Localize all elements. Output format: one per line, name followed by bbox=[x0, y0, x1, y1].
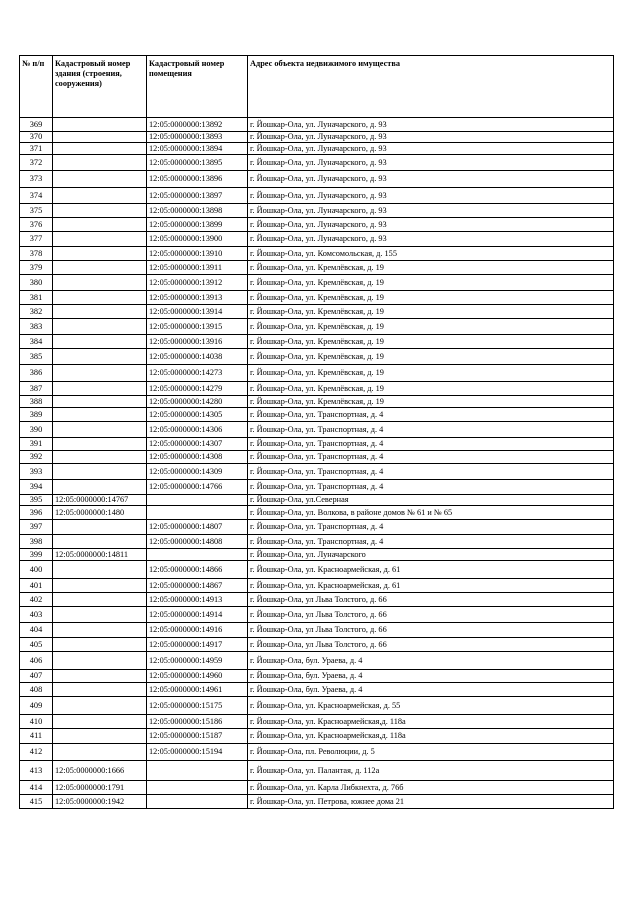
address-cell: г. Йошкар-Ола, ул. Красноармейская, д. 61 bbox=[248, 579, 614, 593]
room-cadastral-cell: 12:05:0000000:13915 bbox=[147, 319, 248, 335]
room-cadastral-cell: 12:05:0000000:13896 bbox=[147, 171, 248, 188]
table-row bbox=[20, 171, 614, 188]
table-row bbox=[20, 549, 614, 561]
building-cadastral-cell bbox=[53, 275, 147, 291]
address-cell: г. Йошкар-Ола, ул. Волкова, в районе домов № 61 и № 65 bbox=[248, 506, 614, 520]
table-row bbox=[20, 495, 614, 506]
row-number: 377 bbox=[20, 232, 53, 247]
room-cadastral-cell: 12:05:0000000:14913 bbox=[147, 593, 248, 607]
building-cadastral-cell bbox=[53, 520, 147, 535]
room-cadastral-cell: 12:05:0000000:14273 bbox=[147, 365, 248, 382]
building-cadastral-cell bbox=[53, 247, 147, 261]
room-cadastral-cell bbox=[147, 549, 248, 561]
room-cadastral-cell bbox=[147, 761, 248, 781]
address-cell: г. Йошкар-Ола, ул. Кремлёвская, д. 19 bbox=[248, 319, 614, 335]
address-cell: г. Йошкар-Ола, ул. Транспортная, д. 4 bbox=[248, 520, 614, 535]
building-cadastral-cell bbox=[53, 593, 147, 607]
room-cadastral-cell: 12:05:0000000:14279 bbox=[147, 382, 248, 396]
table-row bbox=[20, 232, 614, 247]
address-cell: г. Йошкар-Ола, ул. Комсомольская, д. 155 bbox=[248, 247, 614, 261]
building-cadastral-cell bbox=[53, 171, 147, 188]
table-row bbox=[20, 638, 614, 652]
table-row bbox=[20, 561, 614, 579]
building-cadastral-cell: 12:05:0000000:14767 bbox=[53, 495, 147, 506]
building-cadastral-cell bbox=[53, 729, 147, 744]
table-row bbox=[20, 319, 614, 335]
row-number: 385 bbox=[20, 349, 53, 365]
room-cadastral-cell: 12:05:0000000:14306 bbox=[147, 422, 248, 438]
row-number: 415 bbox=[20, 795, 53, 809]
document-table-container bbox=[19, 55, 613, 809]
address-cell: г. Йошкар-Ола, ул. Транспортная, д. 4 bbox=[248, 464, 614, 480]
building-cadastral-cell bbox=[53, 232, 147, 247]
row-number: 407 bbox=[20, 670, 53, 683]
row-number: 392 bbox=[20, 451, 53, 464]
room-cadastral-cell: 12:05:0000000:15186 bbox=[147, 715, 248, 729]
building-cadastral-cell bbox=[53, 561, 147, 579]
table-row bbox=[20, 623, 614, 638]
building-cadastral-cell bbox=[53, 204, 147, 218]
building-cadastral-cell bbox=[53, 422, 147, 438]
building-cadastral-cell bbox=[53, 579, 147, 593]
address-cell: г. Йошкар-Ола, ул. Луначарского, д. 93 bbox=[248, 171, 614, 188]
property-table bbox=[19, 55, 614, 809]
room-cadastral-cell: 12:05:0000000:14309 bbox=[147, 464, 248, 480]
room-cadastral-cell: 12:05:0000000:14280 bbox=[147, 396, 248, 408]
building-cadastral-cell bbox=[53, 218, 147, 232]
room-cadastral-cell: 12:05:0000000:14914 bbox=[147, 607, 248, 623]
building-cadastral-cell bbox=[53, 638, 147, 652]
building-cadastral-cell bbox=[53, 396, 147, 408]
row-number: 406 bbox=[20, 652, 53, 670]
room-cadastral-cell: 12:05:0000000:13912 bbox=[147, 275, 248, 291]
table-row bbox=[20, 291, 614, 305]
table-row bbox=[20, 335, 614, 349]
table-row bbox=[20, 607, 614, 623]
room-cadastral-cell: 12:05:0000000:13914 bbox=[147, 305, 248, 319]
address-cell: г. Йошкар-Ола, ул. Кремлёвская, д. 19 bbox=[248, 305, 614, 319]
building-cadastral-cell bbox=[53, 132, 147, 143]
header-address: Адрес объекта недвижимого имущества bbox=[248, 56, 614, 118]
table-row bbox=[20, 579, 614, 593]
table-row bbox=[20, 506, 614, 520]
row-number: 395 bbox=[20, 495, 53, 506]
building-cadastral-cell bbox=[53, 535, 147, 549]
row-number: 412 bbox=[20, 744, 53, 761]
table-row bbox=[20, 382, 614, 396]
row-number: 378 bbox=[20, 247, 53, 261]
address-cell: г. Йошкар-Ола, ул. Луначарского, д. 93 bbox=[248, 232, 614, 247]
table-row bbox=[20, 143, 614, 155]
table-row bbox=[20, 438, 614, 451]
address-cell: г. Йошкар-Ола, ул. Кремлёвская, д. 19 bbox=[248, 349, 614, 365]
address-cell: г. Йошкар-Ола, бул. Ураева, д. 4 bbox=[248, 670, 614, 683]
table-row bbox=[20, 744, 614, 761]
room-cadastral-cell: 12:05:0000000:14916 bbox=[147, 623, 248, 638]
row-number: 371 bbox=[20, 143, 53, 155]
room-cadastral-cell: 12:05:0000000:14308 bbox=[147, 451, 248, 464]
address-cell: г. Йошкар-Ола, ул. Кремлёвская, д. 19 bbox=[248, 261, 614, 275]
row-number: 387 bbox=[20, 382, 53, 396]
building-cadastral-cell bbox=[53, 464, 147, 480]
room-cadastral-cell: 12:05:0000000:14866 bbox=[147, 561, 248, 579]
address-cell: г. Йошкар-Ола, ул. Луначарского bbox=[248, 549, 614, 561]
table-row bbox=[20, 261, 614, 275]
table-body bbox=[20, 118, 614, 809]
address-cell: г. Йошкар-Ола, ул. Кремлёвская, д. 19 bbox=[248, 335, 614, 349]
room-cadastral-cell: 12:05:0000000:13894 bbox=[147, 143, 248, 155]
table-row bbox=[20, 652, 614, 670]
address-cell: г. Йошкар-Ола, ул. Красноармейская, д. 55 bbox=[248, 697, 614, 715]
room-cadastral-cell: 12:05:0000000:13913 bbox=[147, 291, 248, 305]
table-row bbox=[20, 204, 614, 218]
table-row bbox=[20, 795, 614, 809]
address-cell: г. Йошкар-Ола, ул Льва Толстого, д. 66 bbox=[248, 593, 614, 607]
row-number: 402 bbox=[20, 593, 53, 607]
building-cadastral-cell bbox=[53, 291, 147, 305]
table-row bbox=[20, 275, 614, 291]
room-cadastral-cell: 12:05:0000000:13916 bbox=[147, 335, 248, 349]
room-cadastral-cell: 12:05:0000000:13910 bbox=[147, 247, 248, 261]
building-cadastral-cell bbox=[53, 118, 147, 132]
room-cadastral-cell: 12:05:0000000:14766 bbox=[147, 480, 248, 495]
row-number: 383 bbox=[20, 319, 53, 335]
building-cadastral-cell: 12:05:0000000:14811 bbox=[53, 549, 147, 561]
row-number: 384 bbox=[20, 335, 53, 349]
room-cadastral-cell: 12:05:0000000:14038 bbox=[147, 349, 248, 365]
address-cell: г. Йошкар-Ола, ул Льва Толстого, д. 66 bbox=[248, 623, 614, 638]
address-cell: г. Йошкар-Ола, ул. Красноармейская, д. 61 bbox=[248, 561, 614, 579]
room-cadastral-cell: 12:05:0000000:14307 bbox=[147, 438, 248, 451]
building-cadastral-cell bbox=[53, 744, 147, 761]
building-cadastral-cell bbox=[53, 319, 147, 335]
building-cadastral-cell bbox=[53, 143, 147, 155]
room-cadastral-cell: 12:05:0000000:15187 bbox=[147, 729, 248, 744]
room-cadastral-cell: 12:05:0000000:14961 bbox=[147, 683, 248, 697]
building-cadastral-cell bbox=[53, 382, 147, 396]
room-cadastral-cell: 12:05:0000000:13900 bbox=[147, 232, 248, 247]
row-number: 381 bbox=[20, 291, 53, 305]
row-number: 393 bbox=[20, 464, 53, 480]
row-number: 409 bbox=[20, 697, 53, 715]
room-cadastral-cell: 12:05:0000000:15194 bbox=[147, 744, 248, 761]
table-row bbox=[20, 697, 614, 715]
address-cell: г. Йошкар-Ола, ул. Луначарского, д. 93 bbox=[248, 218, 614, 232]
table-row bbox=[20, 422, 614, 438]
room-cadastral-cell: 12:05:0000000:14305 bbox=[147, 408, 248, 422]
row-number: 399 bbox=[20, 549, 53, 561]
address-cell: г. Йошкар-Ола, ул. Кремлёвская, д. 19 bbox=[248, 275, 614, 291]
table-row bbox=[20, 535, 614, 549]
address-cell: г. Йошкар-Ола, ул Льва Толстого, д. 66 bbox=[248, 607, 614, 623]
table-row bbox=[20, 520, 614, 535]
address-cell: г. Йошкар-Ола, ул. Кремлёвская, д. 19 bbox=[248, 382, 614, 396]
address-cell: г. Йошкар-Ола, ул Льва Толстого, д. 66 bbox=[248, 638, 614, 652]
table-row bbox=[20, 593, 614, 607]
room-cadastral-cell: 12:05:0000000:14960 bbox=[147, 670, 248, 683]
address-cell: г. Йошкар-Ола, ул. Луначарского, д. 93 bbox=[248, 155, 614, 171]
table-row bbox=[20, 781, 614, 795]
table-row bbox=[20, 729, 614, 744]
row-number: 380 bbox=[20, 275, 53, 291]
address-cell: г. Йошкар-Ола, ул.Северная bbox=[248, 495, 614, 506]
address-cell: г. Йошкар-Ола, ул. Палантая, д. 112а bbox=[248, 761, 614, 781]
building-cadastral-cell bbox=[53, 438, 147, 451]
table-row bbox=[20, 155, 614, 171]
table-row bbox=[20, 464, 614, 480]
row-number: 413 bbox=[20, 761, 53, 781]
row-number: 408 bbox=[20, 683, 53, 697]
row-number: 369 bbox=[20, 118, 53, 132]
table-row bbox=[20, 305, 614, 319]
row-number: 386 bbox=[20, 365, 53, 382]
address-cell: г. Йошкар-Ола, ул. Кремлёвская, д. 19 bbox=[248, 396, 614, 408]
address-cell: г. Йошкар-Ола, ул. Луначарского, д. 93 bbox=[248, 132, 614, 143]
building-cadastral-cell bbox=[53, 349, 147, 365]
address-cell: г. Йошкар-Ола, бул. Ураева, д. 4 bbox=[248, 652, 614, 670]
room-cadastral-cell: 12:05:0000000:14807 bbox=[147, 520, 248, 535]
table-row bbox=[20, 396, 614, 408]
address-cell: г. Йошкар-Ола, ул. Красноармейская,д. 118а bbox=[248, 729, 614, 744]
header-number: № п/п bbox=[20, 56, 53, 118]
address-cell: г. Йошкар-Ола, ул. Кремлёвская, д. 19 bbox=[248, 291, 614, 305]
row-number: 391 bbox=[20, 438, 53, 451]
row-number: 398 bbox=[20, 535, 53, 549]
address-cell: г. Йошкар-Ола, ул. Луначарского, д. 93 bbox=[248, 204, 614, 218]
row-number: 370 bbox=[20, 132, 53, 143]
row-number: 372 bbox=[20, 155, 53, 171]
building-cadastral-cell bbox=[53, 261, 147, 275]
room-cadastral-cell: 12:05:0000000:15175 bbox=[147, 697, 248, 715]
row-number: 411 bbox=[20, 729, 53, 744]
room-cadastral-cell: 12:05:0000000:13899 bbox=[147, 218, 248, 232]
building-cadastral-cell bbox=[53, 480, 147, 495]
row-number: 394 bbox=[20, 480, 53, 495]
row-number: 403 bbox=[20, 607, 53, 623]
building-cadastral-cell bbox=[53, 365, 147, 382]
row-number: 404 bbox=[20, 623, 53, 638]
address-cell: г. Йошкар-Ола, ул. Карла Либкнехта, д. 76б bbox=[248, 781, 614, 795]
room-cadastral-cell: 12:05:0000000:13892 bbox=[147, 118, 248, 132]
row-number: 379 bbox=[20, 261, 53, 275]
building-cadastral-cell bbox=[53, 670, 147, 683]
row-number: 373 bbox=[20, 171, 53, 188]
table-row bbox=[20, 118, 614, 132]
header-room-cadastral: Кадастровый номер помещения bbox=[147, 56, 248, 118]
row-number: 397 bbox=[20, 520, 53, 535]
room-cadastral-cell: 12:05:0000000:13911 bbox=[147, 261, 248, 275]
row-number: 382 bbox=[20, 305, 53, 319]
building-cadastral-cell bbox=[53, 155, 147, 171]
address-cell: г. Йошкар-Ола, ул. Транспортная, д. 4 bbox=[248, 535, 614, 549]
room-cadastral-cell: 12:05:0000000:13898 bbox=[147, 204, 248, 218]
address-cell: г. Йошкар-Ола, бул. Ураева, д. 4 bbox=[248, 683, 614, 697]
room-cadastral-cell: 12:05:0000000:13897 bbox=[147, 188, 248, 204]
row-number: 405 bbox=[20, 638, 53, 652]
room-cadastral-cell: 12:05:0000000:14917 bbox=[147, 638, 248, 652]
row-number: 400 bbox=[20, 561, 53, 579]
address-cell: г. Йошкар-Ола, ул. Транспортная, д. 4 bbox=[248, 480, 614, 495]
address-cell: г. Йошкар-Ола, ул. Луначарского, д. 93 bbox=[248, 188, 614, 204]
table-row bbox=[20, 408, 614, 422]
address-cell: г. Йошкар-Ола, ул. Петрова, южнее дома 21 bbox=[248, 795, 614, 809]
table-row bbox=[20, 480, 614, 495]
room-cadastral-cell: 12:05:0000000:13895 bbox=[147, 155, 248, 171]
table-row bbox=[20, 715, 614, 729]
building-cadastral-cell bbox=[53, 683, 147, 697]
table-row bbox=[20, 188, 614, 204]
building-cadastral-cell bbox=[53, 607, 147, 623]
table-row bbox=[20, 218, 614, 232]
address-cell: г. Йошкар-Ола, пл. Революции, д. 5 bbox=[248, 744, 614, 761]
table-row bbox=[20, 683, 614, 697]
address-cell: г. Йошкар-Ола, ул. Транспортная, д. 4 bbox=[248, 408, 614, 422]
address-cell: г. Йошкар-Ола, ул. Красноармейская,д. 118а bbox=[248, 715, 614, 729]
building-cadastral-cell bbox=[53, 697, 147, 715]
row-number: 374 bbox=[20, 188, 53, 204]
room-cadastral-cell bbox=[147, 506, 248, 520]
building-cadastral-cell bbox=[53, 335, 147, 349]
address-cell: г. Йошкар-Ола, ул. Кремлёвская, д. 19 bbox=[248, 365, 614, 382]
room-cadastral-cell bbox=[147, 795, 248, 809]
table-row bbox=[20, 365, 614, 382]
address-cell: г. Йошкар-Ола, ул. Транспортная, д. 4 bbox=[248, 438, 614, 451]
room-cadastral-cell: 12:05:0000000:13893 bbox=[147, 132, 248, 143]
row-number: 396 bbox=[20, 506, 53, 520]
table-row bbox=[20, 670, 614, 683]
building-cadastral-cell: 12:05:0000000:1791 bbox=[53, 781, 147, 795]
address-cell: г. Йошкар-Ола, ул. Транспортная, д. 4 bbox=[248, 451, 614, 464]
table-row bbox=[20, 761, 614, 781]
row-number: 376 bbox=[20, 218, 53, 232]
row-number: 375 bbox=[20, 204, 53, 218]
header-building-cadastral: Кадастровый номер здания (строения, сооружения) bbox=[53, 56, 147, 118]
building-cadastral-cell bbox=[53, 408, 147, 422]
row-number: 410 bbox=[20, 715, 53, 729]
room-cadastral-cell: 12:05:0000000:14867 bbox=[147, 579, 248, 593]
building-cadastral-cell bbox=[53, 652, 147, 670]
row-number: 390 bbox=[20, 422, 53, 438]
building-cadastral-cell bbox=[53, 715, 147, 729]
table-header-row bbox=[20, 56, 614, 118]
address-cell: г. Йошкар-Ола, ул. Луначарского, д. 93 bbox=[248, 118, 614, 132]
address-cell: г. Йошкар-Ола, ул. Транспортная, д. 4 bbox=[248, 422, 614, 438]
building-cadastral-cell bbox=[53, 623, 147, 638]
table-row bbox=[20, 451, 614, 464]
room-cadastral-cell bbox=[147, 781, 248, 795]
row-number: 401 bbox=[20, 579, 53, 593]
building-cadastral-cell bbox=[53, 305, 147, 319]
building-cadastral-cell: 12:05:0000000:1480 bbox=[53, 506, 147, 520]
row-number: 388 bbox=[20, 396, 53, 408]
room-cadastral-cell: 12:05:0000000:14959 bbox=[147, 652, 248, 670]
building-cadastral-cell: 12:05:0000000:1942 bbox=[53, 795, 147, 809]
address-cell: г. Йошкар-Ола, ул. Луначарского, д. 93 bbox=[248, 143, 614, 155]
building-cadastral-cell bbox=[53, 451, 147, 464]
room-cadastral-cell: 12:05:0000000:14808 bbox=[147, 535, 248, 549]
table-row bbox=[20, 349, 614, 365]
row-number: 389 bbox=[20, 408, 53, 422]
table-row bbox=[20, 132, 614, 143]
row-number: 414 bbox=[20, 781, 53, 795]
table-row bbox=[20, 247, 614, 261]
building-cadastral-cell: 12:05:0000000:1666 bbox=[53, 761, 147, 781]
building-cadastral-cell bbox=[53, 188, 147, 204]
room-cadastral-cell bbox=[147, 495, 248, 506]
